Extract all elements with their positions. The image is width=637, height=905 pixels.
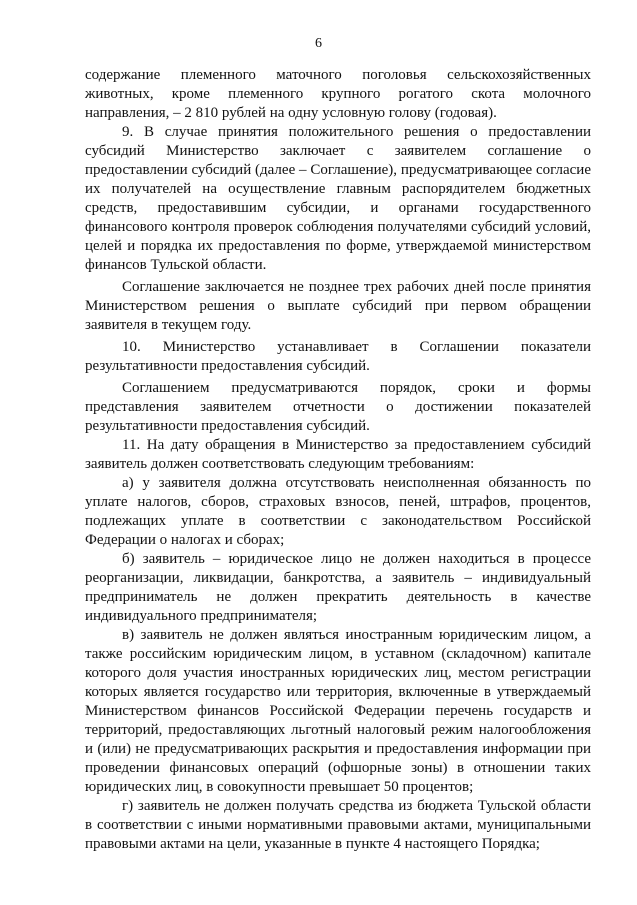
paragraph-item-11: 11. На дату обращения в Министерство за предоставлением субсидий заявитель должен соответствовать следующим требованиям: <box>85 437 591 472</box>
paragraph-item-10: 10. Министерство устанавливает в Соглашении показатели результативности предоставления субсидий. <box>85 339 591 374</box>
paragraph-reporting: Соглашением предусматриваются порядок, сроки и формы представления заявителем отчетности о достижении показателей результативности предоставления субсидий. <box>85 380 591 434</box>
paragraph-subitem-v: в) заявитель не должен являться иностранным юридическим лицом, а также российским юридическим лицом, в уставном (складочном) капитале которого доля участия иностранных юридических лиц, местом регистрации которых является государство или территория, включенные в утверждаемый Министерством финансов Российской Федерации перечень государств и территорий, предоставляющих льготный налоговый режим налогообложения и (или) не предусматривающих раскрытия и предоставления информации при проведении финансовых операций (офшорные зоны) в отношении таких юридических лиц, в совокупности превышает 50 процентов; <box>85 627 591 795</box>
paragraph-subitem-b: б) заявитель – юридическое лицо не должен находиться в процессе реорганизации, ликвидации, банкротства, а заявитель – индивидуальный предприниматель не должен прекратить деятельность в качестве индивидуального предпринимателя; <box>85 551 591 624</box>
paragraph-continuation: содержание племенного маточного поголовья сельскохозяйственных животных, кроме племенного крупного рогатого скота молочного направления, – 2 810 рублей на одну условную голову (годовая). <box>85 67 591 121</box>
document-body <box>85 66 591 854</box>
paragraph-subitem-a: а) у заявителя должна отсутствовать неисполненная обязанность по уплате налогов, сборов, страховых взносов, пеней, штрафов, процентов, подлежащих уплате в соответствии с законодательством Российской Федерации о налогах и сборах; <box>85 475 591 548</box>
paragraph-subitem-g: г) заявитель не должен получать средства из бюджета Тульской области в соответствии с иными нормативными правовыми актами, муниципальными правовыми актами на цели, указанные в пункте 4 настоящего Порядка; <box>85 798 591 852</box>
paragraph-item-9: 9. В случае принятия положительного решения о предоставлении субсидий Министерство заключает с заявителем соглашение о предоставлении субсидий (далее – Соглашение), предусматривающее согласие их получателей на осуществление главным распорядителем бюджетных средств, предоставившим субсидии, и органами государственного финансового контроля проверок соблюдения получателями субсидий условий, целей и порядка их предоставления по форме, утверждаемой министерством финансов Тульской области. <box>85 124 591 273</box>
page-number: 6 <box>315 36 322 51</box>
paragraph-agreement-term: Соглашение заключается не позднее трех рабочих дней после принятия Министерством решения о выплате субсидий при первом обращении заявителя в текущем году. <box>85 279 591 333</box>
